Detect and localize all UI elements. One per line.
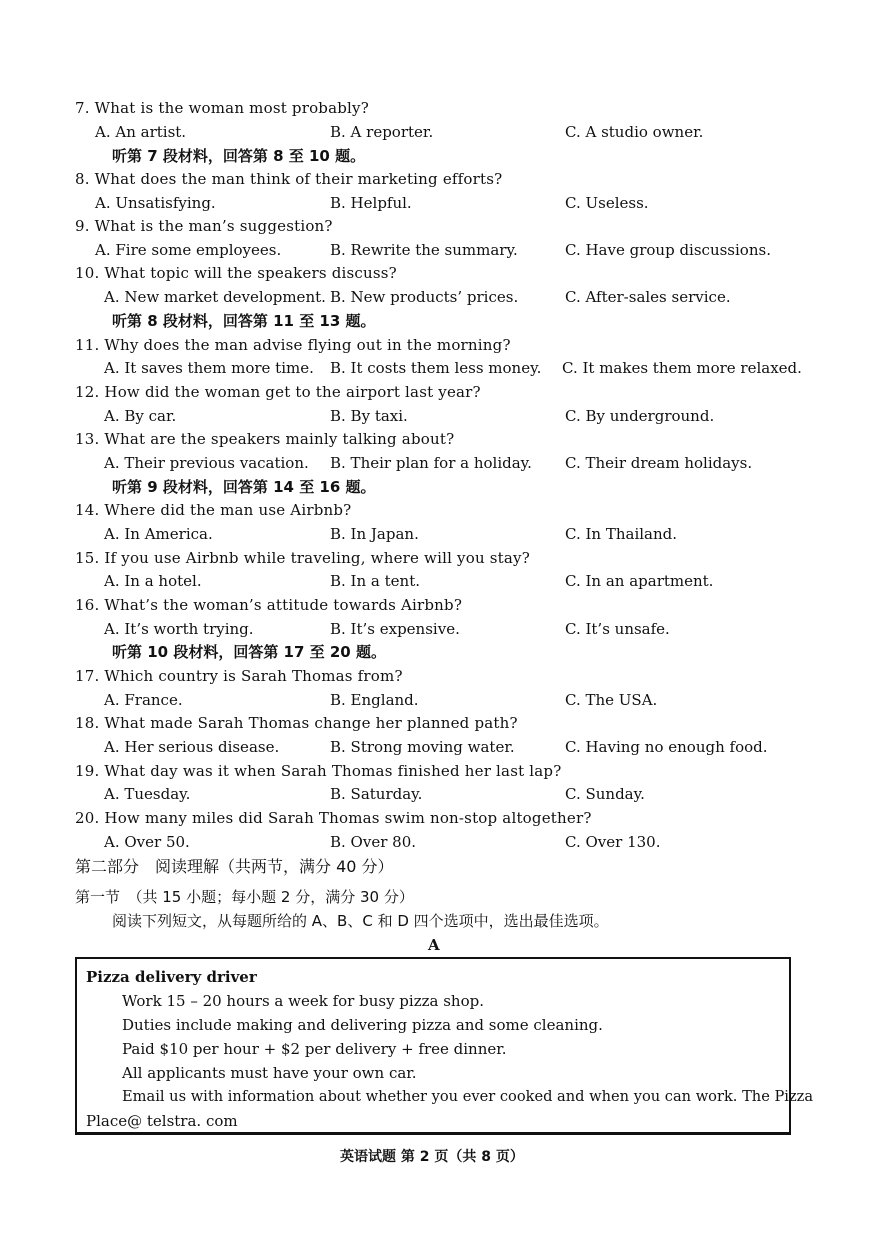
material-7-instruction: 听第 7 段材料，回答第 8 至 10 题。 <box>112 147 366 165</box>
q15-option-b: B. In a tent. <box>330 572 420 590</box>
q10-option-a: A. New market development. <box>104 288 326 306</box>
section1-heading: 第一节 （共 15 小题；每小题 2 分，满分 30 分） <box>75 888 414 906</box>
q19-option-b: B. Saturday. <box>330 785 423 803</box>
q18-option-c: C. Having no enough food. <box>565 738 768 756</box>
q17-option-b: B. England. <box>330 691 419 709</box>
q7-option-c: C. A studio owner. <box>565 123 704 141</box>
q11-option-b: B. It costs them less money. <box>330 359 542 377</box>
q8-option-c: C. Useless. <box>565 194 649 212</box>
q17-option-a: A. France. <box>104 691 183 709</box>
ad-line-6: Place@ telstra. com <box>86 1112 238 1130</box>
q16-option-a: A. It’s worth trying. <box>104 620 254 638</box>
q12-option-b: B. By taxi. <box>330 407 408 425</box>
ad-line-4: All applicants must have your own car. <box>122 1064 417 1082</box>
question-18: 18. What made Sarah Thomas change her planned path? <box>75 714 518 732</box>
q20-option-a: A. Over 50. <box>104 833 190 851</box>
q16-option-b: B. It’s expensive. <box>330 620 460 638</box>
question-13: 13. What are the speakers mainly talking about? <box>75 430 455 448</box>
q20-option-b: B. Over 80. <box>330 833 417 851</box>
ad-line-3: Paid $10 per hour + $2 per delivery + free dinner. <box>122 1040 507 1058</box>
q12-option-a: A. By car. <box>104 407 177 425</box>
q9-option-c: C. Have group discussions. <box>565 241 771 259</box>
q18-option-b: B. Strong moving water. <box>330 738 515 756</box>
q14-option-b: B. In Japan. <box>330 525 419 543</box>
q10-option-c: C. After-sales service. <box>565 288 731 306</box>
q14-option-c: C. In Thailand. <box>565 525 678 543</box>
question-17: 17. Which country is Sarah Thomas from? <box>75 667 403 685</box>
q17-option-c: C. The USA. <box>565 691 658 709</box>
question-16: 16. What’s the woman’s attitude towards Airbnb? <box>75 596 463 614</box>
question-7: 7. What is the woman most probably? <box>75 99 369 117</box>
q18-option-a: A. Her serious disease. <box>104 738 280 756</box>
question-15: 15. If you use Airbnb while traveling, where will you stay? <box>75 549 530 567</box>
ad-line-1: Work 15 – 20 hours a week for busy pizza shop. <box>122 992 484 1010</box>
q20-option-c: C. Over 130. <box>565 833 661 851</box>
part2-title: 第二部分 阅读理解（共两节，满分 40 分） <box>75 857 394 876</box>
q13-option-a: A. Their previous vacation. <box>104 454 309 472</box>
ad-line-2: Duties include making and delivering pizza and some cleaning. <box>122 1016 603 1034</box>
q9-option-b: B. Rewrite the summary. <box>330 241 518 259</box>
question-12: 12. How did the woman get to the airport last year? <box>75 383 481 401</box>
q19-option-c: C. Sunday. <box>565 785 645 803</box>
material-9-instruction: 听第 9 段材料，回答第 14 至 16 题。 <box>112 478 376 496</box>
page-footer: 英语试题 第 2 页（共 8 页） <box>340 1149 524 1165</box>
q13-option-c: C. Their dream holidays. <box>565 454 753 472</box>
question-19: 19. What day was it when Sarah Thomas finished her last lap? <box>75 762 562 780</box>
q7-option-b: B. A reporter. <box>330 123 434 141</box>
material-10-instruction: 听第 10 段材料，回答第 17 至 20 题。 <box>112 643 386 661</box>
question-20: 20. How many miles did Sarah Thomas swim non-stop altogether? <box>75 809 592 827</box>
question-8: 8. What does the man think of their marketing efforts? <box>75 170 503 188</box>
q16-option-c: C. It’s unsafe. <box>565 620 670 638</box>
q15-option-c: C. In an apartment. <box>565 572 714 590</box>
reading-directions: 阅读下列短文，从每题所给的 A、B、C 和 D 四个选项中，选出最佳选项。 <box>112 912 609 930</box>
question-10: 10. What topic will the speakers discuss? <box>75 264 397 282</box>
q7-option-a: A. An artist. <box>95 123 187 141</box>
material-8-instruction: 听第 8 段材料，回答第 11 至 13 题。 <box>112 312 376 330</box>
ad-title: Pizza delivery driver <box>86 968 257 986</box>
q19-option-a: A. Tuesday. <box>104 785 191 803</box>
q8-option-b: B. Helpful. <box>330 194 412 212</box>
pizza-ad-box <box>75 957 814 1135</box>
q10-option-b: B. New products’ prices. <box>330 288 519 306</box>
q11-option-c: C. It makes them more relaxed. <box>562 359 802 377</box>
question-11: 11. Why does the man advise flying out in the morning? <box>75 336 511 354</box>
question-14: 14. Where did the man use Airbnb? <box>75 501 352 519</box>
question-9: 9. What is the man’s suggestion? <box>75 217 333 235</box>
q9-option-a: A. Fire some employees. <box>95 241 282 259</box>
ad-line-5: Email us with information about whether you ever cooked and when you can work. The Pizza <box>122 1088 814 1105</box>
passage-label: A <box>428 936 440 954</box>
q12-option-c: C. By underground. <box>565 407 715 425</box>
q11-option-a: A. It saves them more time. <box>104 359 314 377</box>
q8-option-a: A. Unsatisfying. <box>95 194 216 212</box>
q15-option-a: A. In a hotel. <box>104 572 202 590</box>
q13-option-b: B. Their plan for a holiday. <box>330 454 532 472</box>
q14-option-a: A. In America. <box>104 525 213 543</box>
